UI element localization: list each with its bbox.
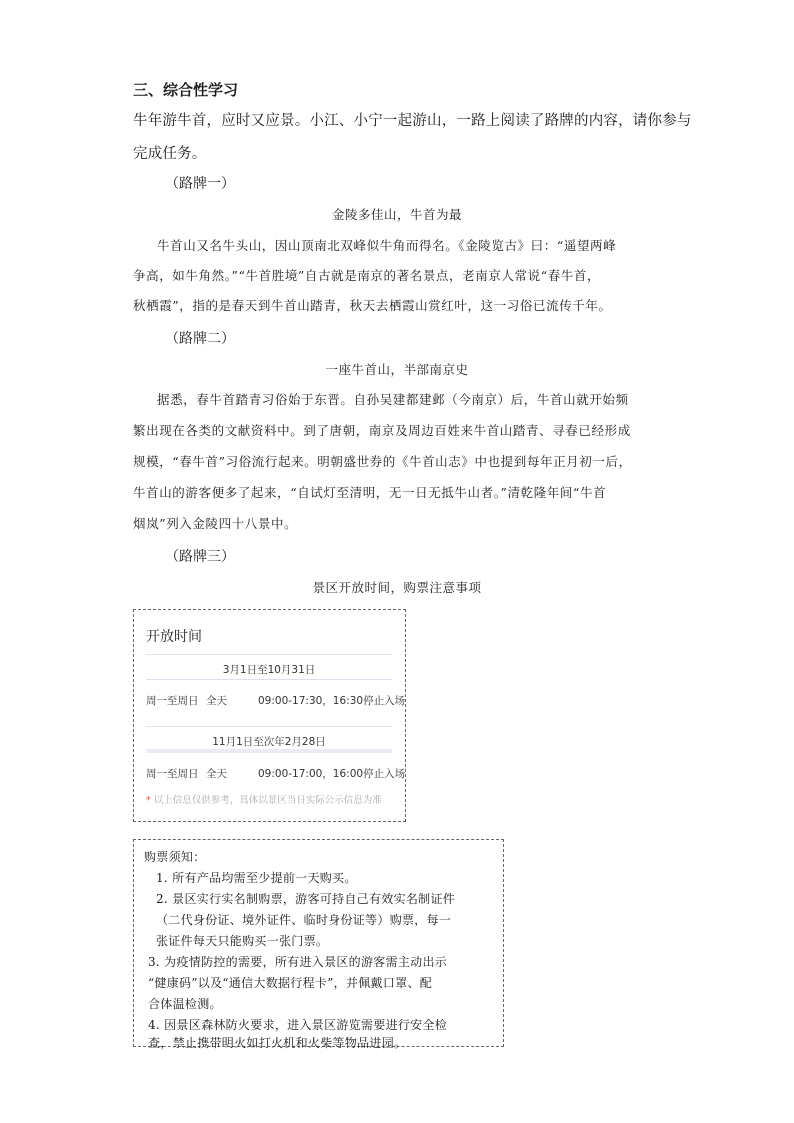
period-2-days: 周一至周日 xyxy=(146,768,199,780)
sign2-line-5: 烟岚”列入金陵四十八景中。 xyxy=(133,516,298,531)
sign2-line-1: 据悉，春牛首踏青习俗始于东晋。自孙吴建都建邺（今南京）后，牛首山就开始频 xyxy=(157,392,629,407)
notice-line-2: 2. 景区实行实名制购票，游客可持自己有效实名制证件 xyxy=(156,892,456,906)
notice-title: 购票须知： xyxy=(144,850,206,864)
section-title: 三、综合性学习 xyxy=(133,81,239,99)
sign3-heading: 景区开放时间，购票注意事项 xyxy=(312,580,482,595)
notice-line-1: 1. 所有产品均需至少提前一天购买。 xyxy=(156,871,357,885)
sign2-heading: 一座牛首山，半部南京史 xyxy=(325,362,469,377)
sign1-line-1: 牛首山又名牛头山，因山顶南北双峰似牛角而得名。《金陵览古》曰：“遥望两峰 xyxy=(157,238,617,253)
period-1-days: 周一至周日 xyxy=(146,695,199,707)
period-1-time: 09:00-17:30，16:30停止入场 xyxy=(258,695,406,707)
notice-line-5: 3. 为疫情防控的需要，所有进入景区的游客需主动出示 xyxy=(148,955,448,969)
ticket-notice-box xyxy=(133,839,504,1050)
notice-line-4: 张证件每天只能购买一张门票。 xyxy=(156,934,329,948)
opening-hours-card xyxy=(133,609,406,822)
sign2-line-3: 规模，“春牛首”习俗流行起来。明朝盛世券的《牛首山志》中也提到每年正月初一后， xyxy=(133,454,632,469)
period-1-allday: 全天 xyxy=(206,695,227,707)
period-2-time: 09:00-17:00，16:00停止入场 xyxy=(258,768,406,780)
sign2-line-4: 牛首山的游客便多了起来，“自试灯至清明，无一日无抵牛山者。”清乾隆年间“牛首 xyxy=(133,485,607,500)
period-band xyxy=(146,749,392,753)
note-text: 以上信息仅供参考，具体以景区当日实际公示信息为准 xyxy=(150,795,382,806)
sign1-line-3: 秋栖霞”，指的是春天到牛首山踏青，秋天去栖霞山赏红叶，这一习俗已流传千年。 xyxy=(133,298,612,313)
period-1-range: 3月1日至10月31日 xyxy=(222,664,316,676)
hours-note xyxy=(146,792,382,806)
intro-line-1: 牛年游牛首，应时又应景。小江、小宁一起游山，一路上阅读了路牌的内容，请你参与 xyxy=(133,113,692,129)
sign3-label: （路牌三） xyxy=(165,549,235,565)
notice-line-7: 合体温检测。 xyxy=(148,997,222,1011)
period-divider xyxy=(146,679,392,680)
sign2-line-2: 繁出现在各类的文献资料中。到了唐朝，南京及周边百姓来牛首山踏青、寻春已经形成 xyxy=(133,423,631,438)
notice-line-9: 查，禁止携带明火如打火机和火柴等物品进园。 xyxy=(148,1036,407,1050)
note-star: * xyxy=(146,795,151,806)
period-divider xyxy=(146,726,392,727)
opening-hours-title: 开放时间 xyxy=(146,629,202,645)
notice-line-8: 4. 因景区森林防火要求，进入景区游览需要进行安全检 xyxy=(148,1018,448,1032)
period-2-range: 11月1日至次年2月28日 xyxy=(212,736,326,748)
sign2-label: （路牌二） xyxy=(165,331,235,347)
period-divider xyxy=(146,654,392,655)
sign1-label: （路牌一） xyxy=(165,176,235,192)
sign1-heading: 金陵多佳山，牛首为最 xyxy=(331,207,462,222)
notice-line-3: （二代身份证、境外证件、临时身份证等）购票，每一 xyxy=(156,913,452,927)
notice-line-6: “健康码”以及“通信大数据行程卡”，并佩戴口罩、配 xyxy=(148,976,433,990)
period-2-allday: 全天 xyxy=(206,768,227,780)
sign1-line-2: 争高，如牛角然。”“牛首胜境”自古就是南京的著名景点，老南京人常说“春牛首， xyxy=(133,268,601,283)
intro-line-2: 完成任务。 xyxy=(133,146,207,162)
